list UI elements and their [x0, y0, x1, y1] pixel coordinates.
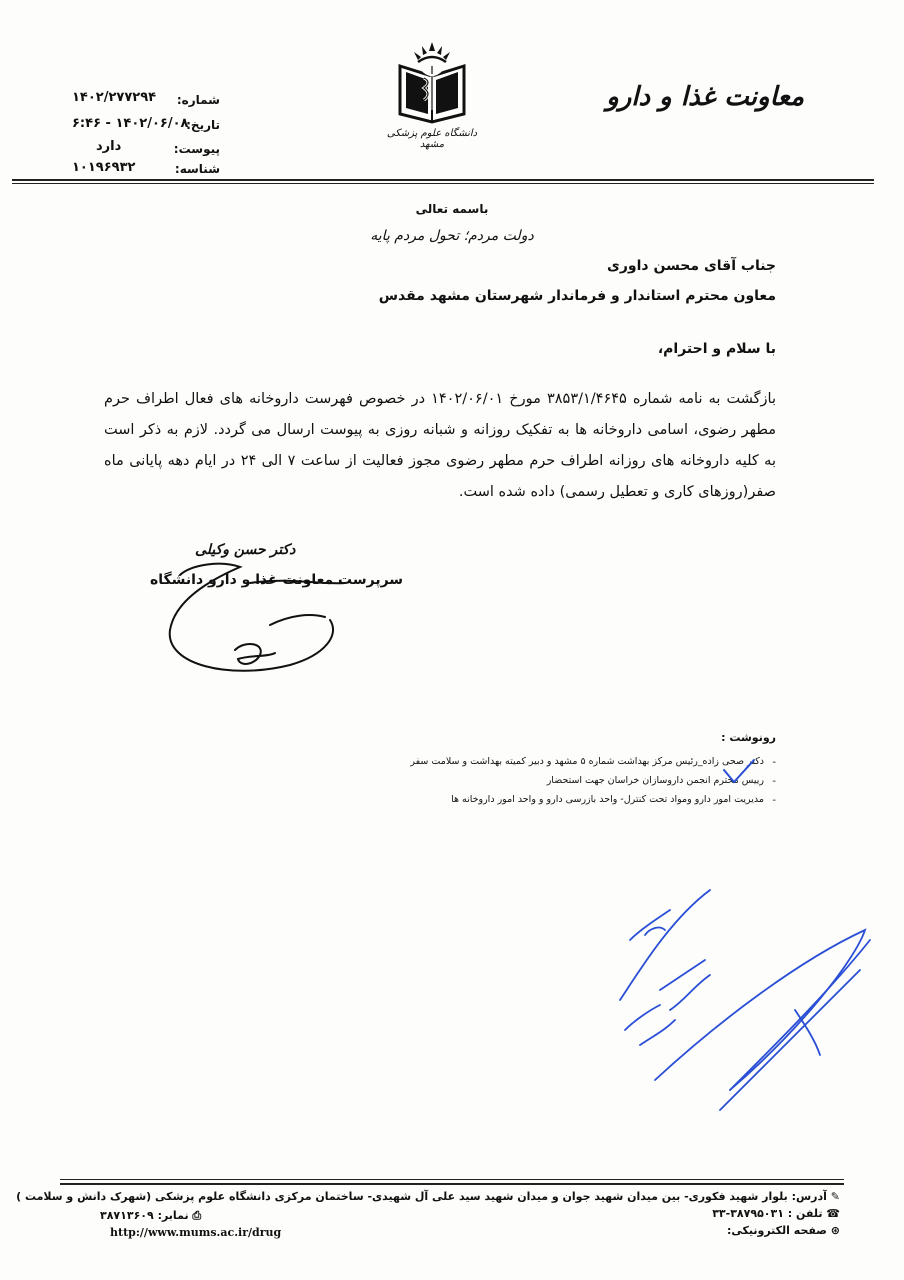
signer-name: دکتر حسن وکیلی [195, 542, 296, 558]
number-value: ۱۴۰۲/۲۷۷۲۹۴ [72, 90, 157, 105]
check-mark-icon [722, 758, 756, 786]
department-title: معاونت غذا و دارو [606, 82, 804, 112]
handwritten-note [600, 880, 880, 1120]
address-row [16, 1190, 840, 1203]
fax-icon: ⎙ [192, 1209, 202, 1222]
header-divider-thin [12, 183, 874, 184]
id-value: ۱۰۱۹۶۹۳۲ [72, 160, 136, 175]
greeting: با سلام و احترام، [657, 341, 776, 357]
address-label: آدرس: [791, 1190, 827, 1203]
signer-title: سرپرست معاونت غذا و دارو دانشگاه [150, 572, 404, 588]
cc-label: رونوشت : [721, 731, 776, 744]
number-label: شماره: [176, 93, 220, 107]
website-link[interactable]: http://www.mums.ac.ir/drug [110, 1226, 282, 1239]
letter-body: بازگشت به نامه شماره ۳۸۵۳/۱/۴۶۴۵ مورخ ۱۴۰۲/۰۶/۰۱ در خصوص فهرست داروخانه های فعال اطراف حرم مطهر رضوی، اسامی داروخانه ها به تفکیک روزانه و شبانه روزی به پیوست ارسال می گردد. لازم به ذکر است به کلیه داروخانه های روزانه اطراف حرم مطهر رضوی مجوز فعالیت از ساعت ۷ الی ۲۴ در ایام دهه پایانی ماه صفر(روزهای کاری و تعطیل رسمی) داده شده است. [104, 391, 776, 500]
fax-value: ۳۸۷۱۳۶۰۹ [100, 1209, 154, 1222]
footer-divider [60, 1183, 844, 1185]
attachment-label: پیوست: [173, 142, 220, 156]
header-divider [12, 179, 874, 181]
phone-value: ۳۸۷۹۵۰۳۱-۳۳ [712, 1207, 784, 1220]
cc-item: رییس محترم انجمن داروسازان خراسان جهت استحضار [546, 775, 764, 786]
website-label-row [727, 1224, 840, 1237]
fax-label: نمابر: [157, 1209, 189, 1222]
phone-row [712, 1207, 840, 1220]
cc-item: مدیریت امور دارو ومواد تحت کنترل- واحد بازرسی دارو و واحد امور داروخانه ها [451, 794, 764, 805]
attachment-value: دارد [96, 139, 122, 154]
date-value: ۱۴۰۲/۰۶/۰۸ - ۶:۴۶ [72, 116, 189, 131]
slogan: دولت مردم؛ تحول مردم پایه [370, 228, 534, 244]
fax-row [100, 1209, 201, 1223]
university-logo [392, 40, 472, 125]
id-label: شناسه: [174, 162, 220, 176]
phone-label: تلفن : [787, 1207, 823, 1220]
cc-item: دکتر صحی زاده_رئیس مرکز بهداشت شماره ۵ مشهد و دبیر کمیته بهداشت و سلامت سفر [410, 756, 764, 767]
phone-icon: ☎ [826, 1207, 840, 1220]
footer-divider-thin [60, 1179, 844, 1180]
recipient-name: جناب آقای محسن داوری [607, 258, 776, 274]
address-text: بلوار شهید فکوری- بین میدان شهید جوان و میدان شهید سید علی آل شهیدی- ساختمان مرکزی دانشگاه علوم پزشکی (شهرک دانش و سلامت ) [16, 1190, 788, 1203]
address-icon: ✎ [830, 1190, 840, 1203]
cc-bullet: - [772, 757, 776, 768]
globe-icon: ⊛ [830, 1224, 840, 1237]
cc-bullet: - [772, 776, 776, 787]
cc-bullet: - [772, 795, 776, 806]
website-label: صفحه الکترونیکی: [726, 1224, 827, 1237]
university-name: دانشگاه علوم پزشکی مشهد [386, 128, 478, 150]
date-label: تاریخ: [186, 118, 220, 132]
recipient-title: معاون محترم استاندار و فرماندار شهرستان مشهد مقدس [378, 288, 776, 304]
basmala: باسمه تعالی [415, 202, 489, 216]
